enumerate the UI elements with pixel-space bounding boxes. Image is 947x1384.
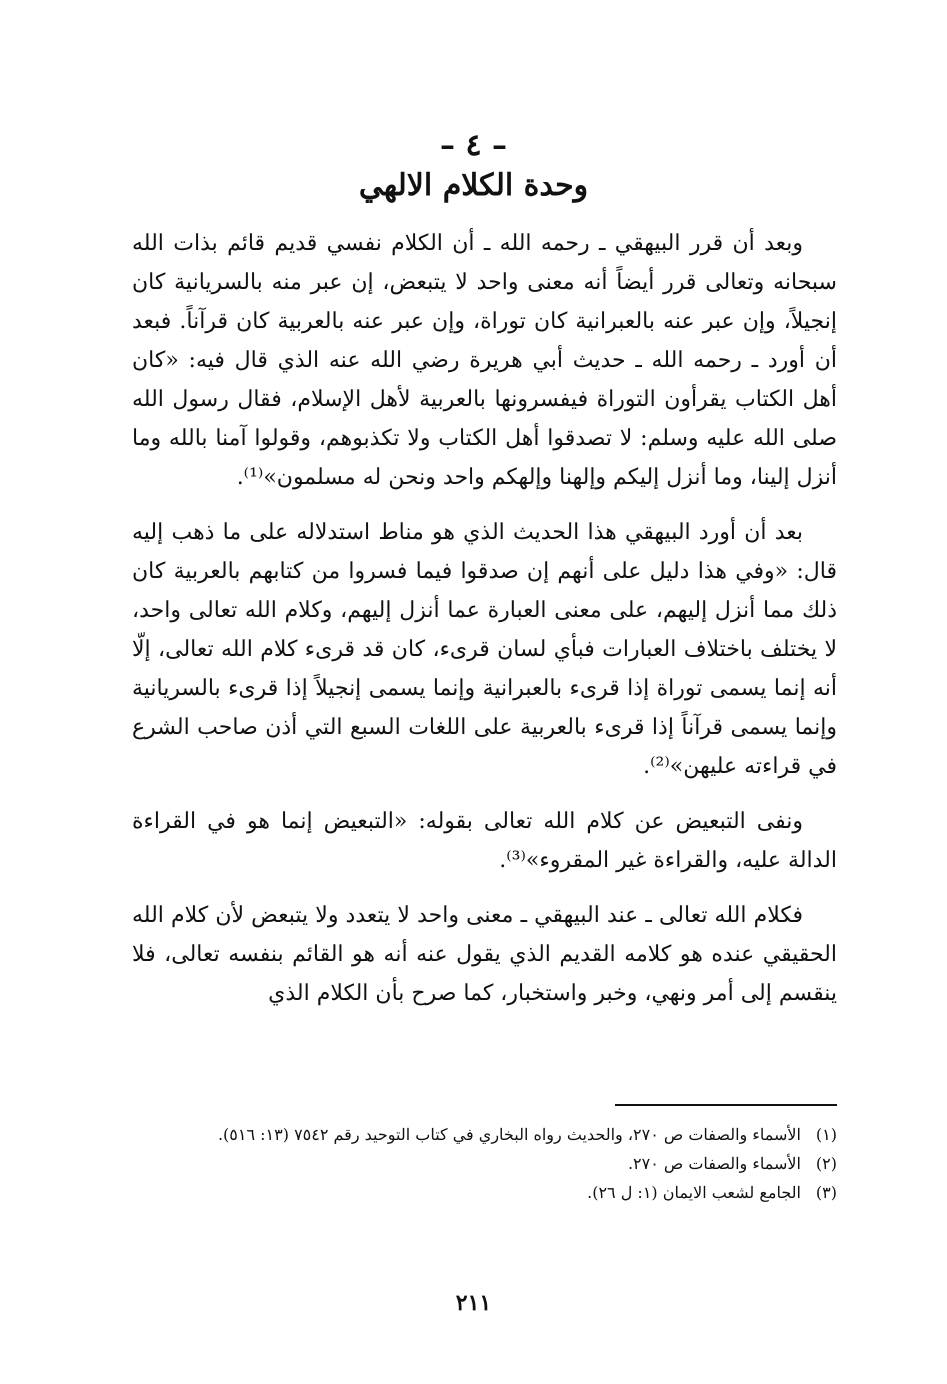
section-title: وحدة الكلام الالهي [358,168,589,203]
paragraph: ونفى التبعيض عن كلام الله تعالى بقوله: «التبعيض إنما هو في القراءة الدالة عليه، والقراءة غير المقروء»⁽³⁾. [132,809,837,873]
footnote-item [132,1180,837,1205]
body-text [132,224,837,1029]
paragraph: وبعد أن قرر البيهقي ـ رحمه الله ـ أن الكلام نفسي قديم قائم بذات الله سبحانه وتعالى قرر أيضاً أنه معنى واحد لا يتبعض، إن عبر منه بالسريانية كان إنجيلاً، وإن عبر عنه بالعبرانية كان توراة، وإن عبر عنه بالعربية كان قرآناً. فبعد أن أورد ـ رحمه الله ـ حديث أبي هريرة رضي الله عنه الذي قال فيه: «كان أهل الكتاب يقرأون التوراة فيفسرونها بالعربية لأهل الإسلام، فقال رسول الله صلى الله عليه وسلم: لا تصدقوا أهل الكتاب ولا تكذبوهم، وقولوا آمنا بالله وما أنزل إلينا، وما أنزل إليكم وإلهنا وإلهكم واحد ونحن له مسلمون»⁽¹⁾. [132,231,837,490]
paragraph: بعد أن أورد البيهقي هذا الحديث الذي هو مناط استدلاله على ما ذهب إليه قال: «وفي هذا دليل على أنهم إن صدقوا فيما فسروا من كتابهم بالعربية كان ذلك مما أنزل إليهم، على معنى العبارة عما أنزل إليهم، وكلام الله تعالى واحد، لا يختلف باختلاف العبارات فبأي لسان قرىء، كان قد قرىء كلام الله تعالى، إلّا أنه إنما يسمى توراة إذا قرىء بالعبرانية وإنما يسمى إنجيلاً إذا قرىء بالسريانية وإنما يسمى قرآناً إذا قرىء بالعربية على اللغات السبع التي أذن صاحب الشرع في قراءته عليهن»⁽²⁾. [132,520,837,779]
page-number: ٢١١ [455,1290,492,1316]
footnote-text: الجامع لشعب الايمان (١: ل ٢٦). [587,1183,801,1202]
footnotes [132,1122,837,1209]
footnote-item [132,1151,837,1176]
footnote-item [132,1122,837,1147]
footnote-text: الأسماء والصفات ص ٢٧٠، والحديث رواه البخاري في كتاب التوحيد رقم ٧٥٤٢ (١٣: ٥١٦). [217,1125,801,1144]
footnote-number: (١) [815,1125,837,1144]
paragraph: فكلام الله تعالى ـ عند البيهقي ـ معنى واحد لا يتعدد ولا يتبعض لأن كلام الله الحقيقي عنده هو كلامه القديم الذي يقول عنه أنه هو القائم بنفسه تعالى، فلا ينقسم إلى أمر ونهي، وخبر واستخبار، كما صرح بأن الكلام الذي [132,903,837,1006]
section-number: – ٤ – [439,128,508,163]
footnote-number: (٣) [815,1183,837,1202]
footnote-text: الأسماء والصفات ص ٢٧٠. [627,1154,801,1173]
footnote-divider [615,1104,837,1106]
footnote-number: (٢) [815,1154,837,1173]
